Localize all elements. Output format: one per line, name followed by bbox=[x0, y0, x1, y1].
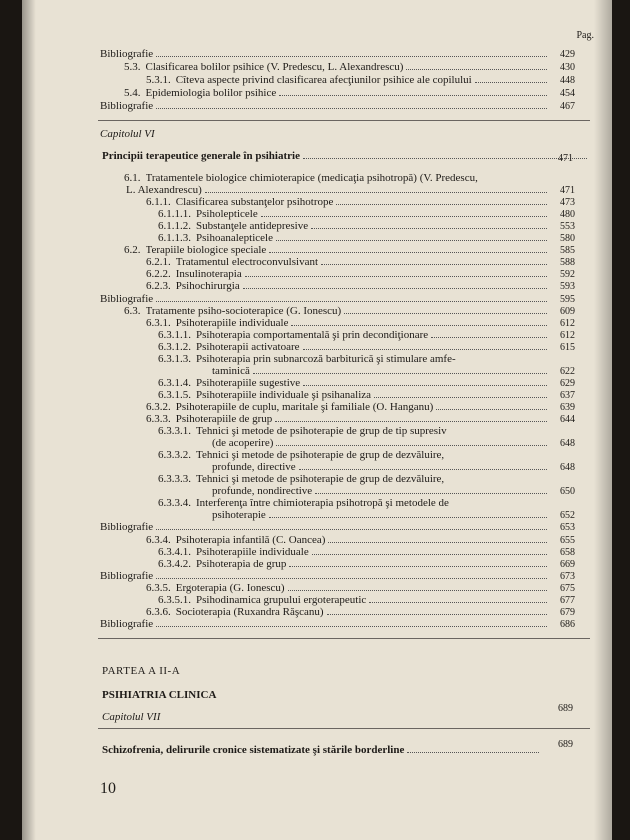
toc-entry-number: 6.2.3. bbox=[146, 280, 171, 293]
leader-dots bbox=[156, 626, 547, 627]
leader-dots bbox=[344, 313, 547, 314]
toc-entry-number: 6.3.1.5. bbox=[158, 388, 191, 401]
toc-entry-page: 650 bbox=[560, 486, 575, 498]
toc-entry-number: 6.3.3.1. bbox=[158, 425, 191, 438]
toc-entry bbox=[158, 208, 550, 221]
toc-entry-page: 429 bbox=[560, 49, 575, 60]
toc-entry-page: 588 bbox=[560, 257, 575, 269]
leader-dots bbox=[243, 288, 547, 289]
toc-entry-number: 6.3.3.2. bbox=[158, 449, 191, 462]
toc-entry bbox=[146, 196, 550, 209]
toc-entry-page: 639 bbox=[560, 401, 575, 413]
toc-entry-title: Terapiile biologice speciale bbox=[145, 244, 267, 257]
leader-dots bbox=[253, 373, 547, 374]
chapter-7-title-page: 689 bbox=[558, 739, 573, 750]
toc-entry-title: psihoterapie bbox=[212, 509, 266, 522]
leader-dots bbox=[328, 542, 547, 543]
divider-part2 bbox=[98, 638, 590, 639]
toc-entry-title: profunde, nondirective bbox=[212, 485, 313, 498]
toc-entry-number: 6.3.4.1. bbox=[158, 545, 191, 558]
toc-entry-page: 612 bbox=[560, 317, 575, 329]
chapter-6-title bbox=[102, 150, 590, 162]
toc-entry-number: 6.3.3.3. bbox=[158, 473, 191, 486]
toc-entry-title: Psihodinamica grupului ergoterapeutic bbox=[196, 593, 367, 606]
leader-dots bbox=[407, 752, 539, 753]
leader-dots bbox=[299, 469, 547, 470]
toc-entry-page: 467 bbox=[560, 101, 575, 112]
leader-dots bbox=[311, 228, 547, 229]
chapter-6-title-text: Principii terapeutice generale în psihiatrie bbox=[102, 150, 300, 162]
leader-dots bbox=[369, 602, 547, 603]
toc-entry-title: Psihoterapii activatoare bbox=[196, 340, 300, 353]
leader-dots bbox=[261, 216, 547, 217]
leader-dots bbox=[275, 421, 547, 422]
toc-entry-title: Cîteva aspecte privind clasificarea afecţiunilor psihice ale copilului bbox=[175, 74, 472, 86]
toc-entry bbox=[126, 184, 550, 197]
toc-entry-page: 655 bbox=[560, 534, 575, 546]
toc-entry-page: 580 bbox=[560, 233, 575, 245]
toc-entry-number: 6.3. bbox=[124, 304, 141, 317]
toc-entry bbox=[158, 220, 550, 233]
toc-entry bbox=[100, 48, 550, 61]
toc-entry-page: 593 bbox=[560, 281, 575, 293]
chapter-7-title bbox=[102, 744, 542, 756]
toc-entry-title: Psihoanalepticele bbox=[196, 232, 273, 245]
toc-entry-number: 6.1.1.2. bbox=[158, 220, 191, 233]
toc-entry bbox=[158, 377, 550, 390]
toc-entry bbox=[124, 87, 550, 100]
leader-dots bbox=[269, 517, 547, 518]
toc-entry-number: 5.3. bbox=[124, 61, 141, 73]
toc-entry-title: Bibliografie bbox=[100, 48, 154, 60]
toc-entry-number: 6.3.4. bbox=[146, 533, 171, 546]
toc-entry bbox=[212, 437, 550, 450]
leader-dots bbox=[156, 56, 547, 57]
toc-entry-number: 6.3.1.3. bbox=[158, 352, 191, 365]
toc-entry-number: 6.3.2. bbox=[146, 400, 171, 413]
toc-entry bbox=[158, 232, 550, 245]
toc-entry bbox=[158, 425, 550, 438]
leader-dots bbox=[276, 240, 547, 241]
toc-entry-page: 480 bbox=[560, 209, 575, 221]
leader-dots bbox=[303, 385, 547, 386]
part-2-label: PARTEA A II-A bbox=[102, 665, 181, 677]
toc-entry-title: taminică bbox=[212, 364, 250, 377]
toc-entry-page: 612 bbox=[560, 329, 575, 341]
toc-entry bbox=[212, 461, 550, 474]
toc-entry-title: (de acoperire) bbox=[212, 437, 274, 450]
part-2-title: PSIHIATRIA CLINICA bbox=[102, 689, 217, 701]
toc-entry-page: 592 bbox=[560, 269, 575, 281]
toc-entry-title: Tehnici şi metode de psihoterapie de grup de dezvăluire, bbox=[196, 473, 445, 486]
toc-entry-page: 454 bbox=[560, 88, 575, 99]
toc-entry bbox=[158, 594, 550, 607]
toc-entry-number: 6.3.6. bbox=[146, 605, 171, 618]
toc-entry bbox=[158, 473, 550, 486]
toc-entry-title: Psihoterapia prin subnarcoză barbiturică şi stimulare amfe- bbox=[196, 352, 456, 365]
toc-entry-page: 430 bbox=[560, 62, 575, 73]
leader-dots bbox=[475, 82, 547, 83]
toc-entry-title: Tratamentele biologice chimioterapice (medicaţia psihotropă) (V. Predescu, bbox=[145, 172, 478, 184]
toc-entry-page: 669 bbox=[560, 558, 575, 570]
toc-entry bbox=[146, 280, 550, 293]
leader-dots bbox=[279, 95, 547, 96]
toc-entry-title: Socioterapia (Ruxandra Răşcanu) bbox=[175, 605, 324, 618]
page-number: 10 bbox=[100, 780, 116, 797]
toc-entry-page: 448 bbox=[560, 75, 575, 86]
divider-chapter7 bbox=[98, 728, 590, 729]
toc-entry bbox=[100, 570, 550, 583]
toc-entry-title: Tehnici şi metode de psihoterapie de grup de tip supresiv bbox=[196, 425, 447, 438]
toc-entry-title: Psihoterapia de grup bbox=[196, 557, 287, 570]
toc-entry bbox=[158, 558, 550, 571]
leader-dots bbox=[406, 69, 547, 70]
leader-dots bbox=[245, 276, 547, 277]
chapter-7-label: Capitolul VII bbox=[102, 711, 161, 723]
toc-entry-page: 471 bbox=[560, 185, 575, 197]
toc-entry-page: 629 bbox=[560, 377, 575, 389]
toc-entry-title: Tratamentul electroconvulsivant bbox=[175, 256, 319, 269]
leader-dots bbox=[289, 566, 547, 567]
toc-entry-title: Psihoterapiile individuale bbox=[175, 316, 289, 329]
toc-entry-title: Bibliografie bbox=[100, 100, 154, 112]
toc-entry-title: Clasificarea substanţelor psihotrope bbox=[175, 196, 334, 209]
page-shadow-right bbox=[594, 0, 612, 840]
toc-entry-page: 675 bbox=[560, 582, 575, 594]
leader-dots bbox=[436, 409, 547, 410]
toc-entry-number: 6.1. bbox=[124, 172, 141, 184]
toc-entry bbox=[146, 413, 550, 426]
toc-entry bbox=[146, 74, 550, 87]
toc-entry-title: Psihoterapiile de cuplu, maritale şi familiale (O. Hanganu) bbox=[175, 400, 434, 413]
toc-entry-page: 637 bbox=[560, 389, 575, 401]
leader-dots bbox=[336, 204, 547, 205]
toc-entry-title: Psihochirurgia bbox=[175, 280, 240, 293]
toc-entry bbox=[158, 497, 550, 510]
toc-entry bbox=[158, 353, 550, 366]
toc-entry bbox=[146, 317, 550, 330]
toc-entry-title: Substanţele antidepresive bbox=[196, 220, 309, 233]
toc-entry bbox=[100, 293, 550, 306]
toc-entry-number: 6.2.1. bbox=[146, 256, 171, 269]
toc-entry bbox=[158, 329, 550, 342]
leader-dots bbox=[288, 590, 547, 591]
toc-entry-title: Clasificarea bolilor psihice (V. Predescu, L. Alexandrescu) bbox=[145, 61, 404, 73]
toc-entry-page: 644 bbox=[560, 414, 575, 425]
toc-entry-title: Psihoterapiile individuale şi psihanaliza bbox=[196, 388, 372, 401]
toc-entry-number: 6.3.5. bbox=[146, 581, 171, 594]
toc-entry bbox=[100, 100, 550, 113]
toc-entry-number: 6.3.3. bbox=[146, 413, 171, 425]
toc-entry-number: 6.1.1.3. bbox=[158, 232, 191, 245]
toc-entry-number: 6.3.1.4. bbox=[158, 376, 191, 389]
toc-entry-page: 653 bbox=[560, 522, 575, 534]
divider-top bbox=[98, 120, 590, 121]
toc-entry-title: Epidemiologia bolilor psihice bbox=[145, 87, 277, 99]
leader-dots bbox=[156, 529, 547, 530]
chapter-7-title-text: Schizofrenia, delirurile cronice sistematizate şi stările borderline bbox=[102, 744, 405, 756]
toc-entry-title: Insulinoterapia bbox=[175, 268, 242, 281]
toc-entry-title: profunde, directive bbox=[212, 461, 296, 474]
leader-dots bbox=[291, 325, 547, 326]
leader-dots bbox=[321, 264, 547, 265]
toc-entry-title: Tehnici şi metode de psihoterapie de grup de dezvăluire, bbox=[196, 449, 445, 462]
leader-dots bbox=[431, 337, 547, 338]
leader-dots bbox=[269, 252, 547, 253]
leader-dots bbox=[303, 349, 547, 350]
leader-dots bbox=[374, 397, 547, 398]
toc-entry-number: 6.1.1. bbox=[146, 196, 171, 209]
leader-dots bbox=[315, 493, 547, 494]
toc-entry-title: Bibliografie bbox=[100, 617, 154, 630]
toc-entry-page: 677 bbox=[560, 594, 575, 606]
toc-entry bbox=[100, 521, 550, 534]
toc-entry bbox=[158, 546, 550, 559]
chapter-6-label: Capitolul VI bbox=[100, 128, 155, 140]
toc-entry bbox=[146, 606, 550, 619]
toc-entry-page: 679 bbox=[560, 606, 575, 618]
toc-entry bbox=[158, 341, 550, 354]
toc-entry-title: L. Alexandrescu) bbox=[126, 184, 202, 197]
toc-entry-title: Bibliografie bbox=[100, 569, 154, 582]
toc-entry bbox=[212, 509, 550, 522]
leader-dots bbox=[303, 158, 587, 159]
toc-entry bbox=[124, 172, 550, 185]
toc-entry-number: 6.3.3.4. bbox=[158, 497, 191, 510]
page-shadow-left bbox=[22, 0, 36, 840]
pag-column-label: Pag. bbox=[576, 30, 594, 41]
leader-dots bbox=[312, 554, 547, 555]
toc-entry-title: Tratamente psiho-socioterapice (G. Ionescu) bbox=[145, 304, 342, 317]
toc-entry-number: 6.1.1.1. bbox=[158, 208, 191, 221]
toc-entry-page: 673 bbox=[560, 570, 575, 582]
toc-entry-page: 553 bbox=[560, 221, 575, 233]
toc-entry-page: 615 bbox=[560, 341, 575, 353]
toc-entry-title: Bibliografie bbox=[100, 292, 154, 305]
toc-entry-page: 686 bbox=[560, 618, 575, 630]
toc-entry-page: 473 bbox=[560, 197, 575, 209]
toc-entry-number: 6.3.5.1. bbox=[158, 593, 191, 606]
toc-entry bbox=[124, 305, 550, 318]
toc-entry-page: 658 bbox=[560, 546, 575, 558]
toc-entry-page: 648 bbox=[560, 438, 575, 450]
chapter-6-title-page: 471 bbox=[558, 153, 573, 164]
toc-entry-page: 622 bbox=[560, 365, 575, 377]
chapter-7-label-page: 689 bbox=[558, 703, 573, 714]
toc-entry-page: 609 bbox=[560, 305, 575, 317]
toc-entry-number: 6.3.1.2. bbox=[158, 340, 191, 353]
leader-dots bbox=[156, 301, 547, 302]
toc-entry-number: 6.2.2. bbox=[146, 268, 171, 281]
toc-entry-title: Interferenţa între chimioterapia psihotropă şi metodele de bbox=[196, 497, 449, 510]
leader-dots bbox=[327, 614, 547, 615]
toc-entry-title: Psiholepticele bbox=[196, 208, 258, 221]
toc-entry-number: 6.2. bbox=[124, 244, 141, 257]
leader-dots bbox=[156, 108, 547, 109]
toc-entry bbox=[100, 618, 550, 631]
toc-entry-title: Psihoterapiile individuale bbox=[196, 545, 309, 558]
toc-entry-page: 585 bbox=[560, 245, 575, 257]
leader-dots bbox=[156, 578, 547, 579]
toc-entry-page: 652 bbox=[560, 510, 575, 522]
toc-entry bbox=[146, 582, 550, 595]
toc-entry-title: Ergoterapia (G. Ionescu) bbox=[175, 581, 285, 594]
toc-entry-number: 6.3.1. bbox=[146, 316, 171, 329]
toc-entry bbox=[146, 534, 550, 547]
leader-dots bbox=[205, 192, 547, 193]
toc-entry-number: 6.3.1.1. bbox=[158, 328, 191, 341]
toc-entry-number: 5.4. bbox=[124, 87, 141, 99]
toc-entry bbox=[146, 256, 550, 269]
toc-entry bbox=[212, 485, 550, 498]
toc-entry bbox=[124, 244, 550, 257]
toc-entry bbox=[158, 449, 550, 462]
toc-entry-number: 6.3.4.2. bbox=[158, 557, 191, 570]
toc-entry bbox=[158, 389, 550, 402]
toc-entry-title: Psihoterapiile sugestive bbox=[196, 376, 301, 389]
toc-entry-title: Bibliografie bbox=[100, 521, 154, 534]
toc-entry bbox=[146, 401, 550, 414]
book-page bbox=[22, 0, 612, 840]
toc-entry-title: Psihoterapia infantilă (C. Oancea) bbox=[175, 533, 326, 546]
toc-entry bbox=[124, 61, 550, 74]
toc-entry bbox=[212, 365, 550, 378]
toc-entry-page: 595 bbox=[560, 293, 575, 305]
leader-dots bbox=[276, 445, 547, 446]
toc-entry-title: Psihoterapia comportamentală şi prin decondiţionare bbox=[196, 328, 429, 341]
toc-entry-title: Psihoterapiile de grup bbox=[175, 413, 273, 425]
toc-entry-page: 648 bbox=[560, 462, 575, 474]
toc-entry-number: 5.3.1. bbox=[146, 74, 171, 86]
toc-entry bbox=[146, 268, 550, 281]
